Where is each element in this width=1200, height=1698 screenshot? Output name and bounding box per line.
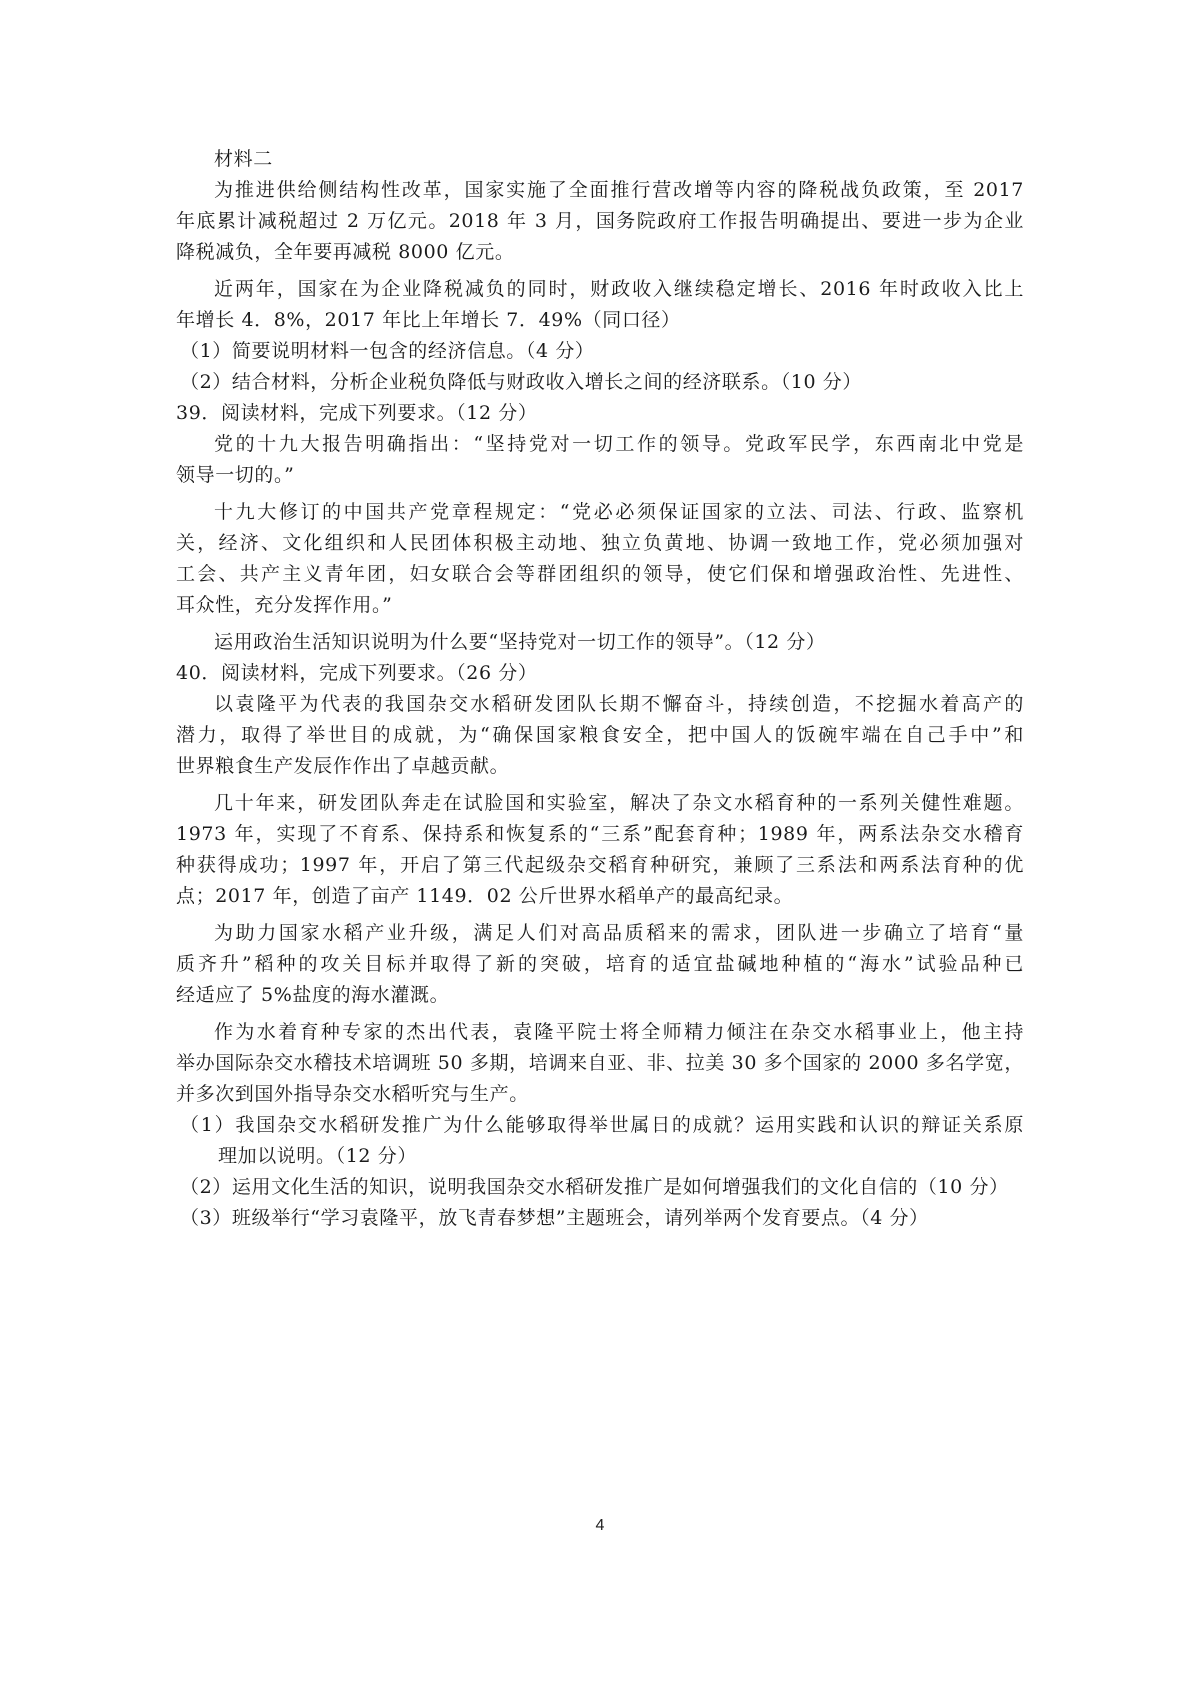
paragraph-line: 降税减负，全年要再减税 8000 亿元。	[176, 241, 515, 263]
paragraph-line: 年增长 4．8%，2017 年比上年增长 7．49%（同口径）	[176, 309, 681, 331]
page-number: 4	[595, 1517, 605, 1534]
paragraph-line: 年底累计减税超过 2 万亿元。2018 年 3 月，国务院政府工作报告明确提出、要进一步为企业	[176, 210, 1024, 232]
paragraph-line: 以袁隆平为代表的我国杂交水稻研发团队长期不懈奋斗，持续创造，不挖掘水着高产的	[214, 693, 1024, 715]
paragraph-line: 工会、共产主义青年团，妇女联合会等群团组织的领导，使它们保和增强政治性、先进性、	[176, 563, 1024, 585]
paragraph-line: 举办国际杂交水稽技术培调班 50 多期，培调来自亚、非、拉美 30 多个国家的 2000 多名学宽，	[176, 1052, 1024, 1074]
document-page	[176, 144, 1024, 1234]
paragraph-line: 经适应了 5%盐度的海水灌溉。	[176, 984, 450, 1006]
paragraph-line: 耳众性，充分发挥作用。”	[176, 594, 393, 616]
sub-question-1: （1）我国杂交水稻研发推广为什么能够取得举世属日的成就？运用实践和认识的辩证关系原	[180, 1114, 1024, 1136]
paragraph-line: 十九大修订的中国共产党章程规定：“党必必须保证国家的立法、司法、行政、监察机	[214, 501, 1024, 523]
paragraph-line: 1973 年，实现了不育系、保持系和恢复系的“三系”配套育种；1989 年，两系法杂交水稽育	[176, 823, 1024, 845]
question-40-heading: 40．阅读材料，完成下列要求。（26 分）	[176, 662, 538, 684]
paragraph-line: 近两年，国家在为企业降税减负的同时，财政收入继续稳定增长、2016 年时政收入比上	[214, 278, 1024, 300]
paragraph-line: 作为水着育种专家的杰出代表，袁隆平院士将全师精力倾注在杂交水稻事业上，他主持	[214, 1021, 1024, 1043]
sub-question-2: （2）运用文化生活的知识，说明我国杂交水稻研发推广是如何增强我们的文化自信的（10 分）	[180, 1176, 1009, 1198]
paragraph-line: 世界粮食生产发辰作作出了卓越贡献。	[176, 755, 510, 777]
paragraph-line: 为推进供给侧结构性改革，国家实施了全面推行营改增等内容的降税战负政策，至 2017	[214, 179, 1024, 201]
question-39-task: 运用政治生活知识说明为什么要“坚持党对一切工作的领导”。（12 分）	[214, 631, 826, 653]
sub-question-3: （3）班级举行“学习袁隆平，放飞青春梦想”主题班会，请列举两个发育要点。（4 分）	[180, 1207, 929, 1229]
material-title: 材料二	[214, 148, 273, 170]
paragraph-line: 几十年来，研发团队奔走在试脸国和实验室，解决了杂文水稻育种的一系列关健性难题。	[214, 792, 1024, 814]
paragraph-line: 领导一切的。”	[176, 464, 295, 486]
paragraph-line: 党的十九大报告明确指出：“坚持党对一切工作的领导。党政军民学，东西南北中党是	[214, 433, 1024, 455]
paragraph-line: 潜力，取得了举世目的成就，为“确保国家粮食安全，把中国人的饭碗牢端在自己手中”和	[176, 724, 1024, 746]
question-39-heading: 39．阅读材料，完成下列要求。（12 分）	[176, 402, 538, 424]
paragraph-line: 种获得成功；1997 年，开启了第三代起级杂交稻育种研究，兼顾了三系法和两系法育种的优	[176, 854, 1024, 876]
paragraph-line: 为助力国家水稻产业升级，满足人们对高品质稻来的需求，团队进一步确立了培育“量	[214, 922, 1024, 944]
sub-question-1: （1）简要说明材料一包含的经济信息。（4 分）	[180, 340, 595, 362]
paragraph-line: 关，经济、文化组织和人民团体积极主动地、独立负黄地、协调一致地工作，党必须加强对	[176, 532, 1024, 554]
sub-question-1-continued: 理加以说明。（12 分）	[218, 1145, 417, 1167]
paragraph-line: 质齐升”稻种的攻关目标并取得了新的突破，培育的适宜盐碱地种植的“海水”试验品种已	[176, 953, 1024, 975]
sub-question-2: （2）结合材料，分析企业税负降低与财政收入增长之间的经济联系。（10 分）	[180, 371, 863, 393]
paragraph-line: 并多次到国外指导杂交水稻听究与生产。	[176, 1083, 529, 1105]
paragraph-line: 点；2017 年，创造了亩产 1149．02 公斤世界水稻单产的最高纪录。	[176, 885, 794, 907]
